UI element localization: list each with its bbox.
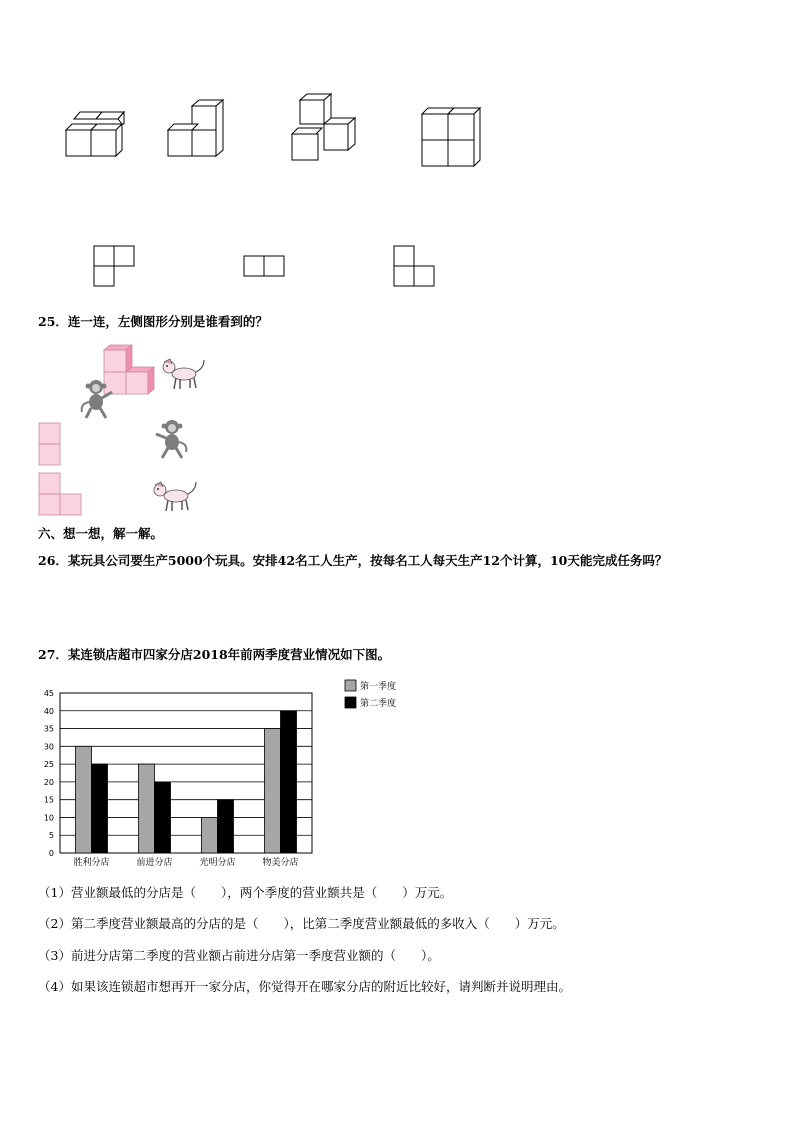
x-tick-label: 物美分店	[262, 858, 299, 868]
dog-icon-2	[150, 478, 202, 514]
bar-1-3	[202, 817, 218, 853]
y-tick-label: 45	[43, 689, 54, 698]
bar-2-3	[218, 800, 234, 853]
question-25: 25．连一连，左侧图形分别是谁看到的？	[38, 314, 268, 329]
bar-2-4	[281, 711, 297, 853]
section-6-heading: 六、想一想，解一解。	[38, 526, 164, 541]
cube-figure-2	[162, 98, 232, 162]
y-tick-label: 25	[43, 760, 54, 770]
y-tick-label: 30	[43, 742, 54, 752]
pink-view-1	[38, 422, 64, 466]
x-tick-label: 光明分店	[199, 858, 236, 868]
legend-label-2: 第二季度	[360, 699, 397, 709]
y-tick-label: 40	[43, 706, 54, 716]
y-tick-label: 35	[43, 724, 54, 734]
legend-label-1: 第一季度	[360, 682, 397, 692]
y-tick-label: 5	[48, 831, 54, 841]
x-tick-label: 前进分店	[136, 858, 173, 868]
x-tick-label: 胜利分店	[73, 858, 110, 868]
y-tick-label: 0	[48, 849, 54, 858]
bar-2-2	[155, 782, 171, 853]
view-figure-2	[240, 252, 290, 282]
view-figure-1	[90, 242, 140, 288]
question-27-part-1: （1）营业额最低的分店是（ ），两个季度的营业额共是（ ）万元。	[38, 885, 453, 900]
bar-1-1	[76, 746, 92, 853]
question-26: 26．某玩具公司要生产5000个玩具。安排42名工人生产，按每名工人每天生产12个计算，10天能完成任务吗？	[38, 553, 668, 568]
monkey-icon	[78, 378, 118, 420]
y-tick-label: 10	[43, 813, 54, 823]
sales-bar-chart	[30, 680, 430, 870]
question-27: 27．某连锁店超市四家分店2018年前两季度营业情况如下图。	[38, 647, 391, 662]
monkey-icon-2	[150, 418, 190, 460]
y-tick-label: 20	[43, 777, 54, 787]
bar-1-2	[139, 764, 155, 853]
legend-swatch-2	[345, 697, 356, 708]
question-27-part-2: （2）第二季度营业额最高的分店的是（ ），比第二季度营业额最低的多收入（ ）万元。	[38, 916, 565, 931]
question-27-part-3: （3）前进分店第二季度的营业额占前进分店第一季度营业额的（ ）。	[38, 948, 440, 963]
dog-icon	[160, 356, 208, 392]
y-tick-label: 15	[43, 795, 54, 805]
bar-1-4	[265, 729, 281, 853]
cube-figure-3	[288, 92, 364, 164]
cube-figure-4	[418, 104, 488, 170]
pink-view-2	[38, 472, 84, 516]
legend-swatch-1	[345, 680, 356, 691]
view-figure-3	[390, 242, 440, 288]
question-27-part-4: （4）如果该连锁超市想再开一家分店，你觉得开在哪家分店的附近比较好，请判断并说明理由。	[38, 979, 571, 994]
bar-2-1	[92, 764, 108, 853]
cube-figure-1	[60, 112, 130, 162]
